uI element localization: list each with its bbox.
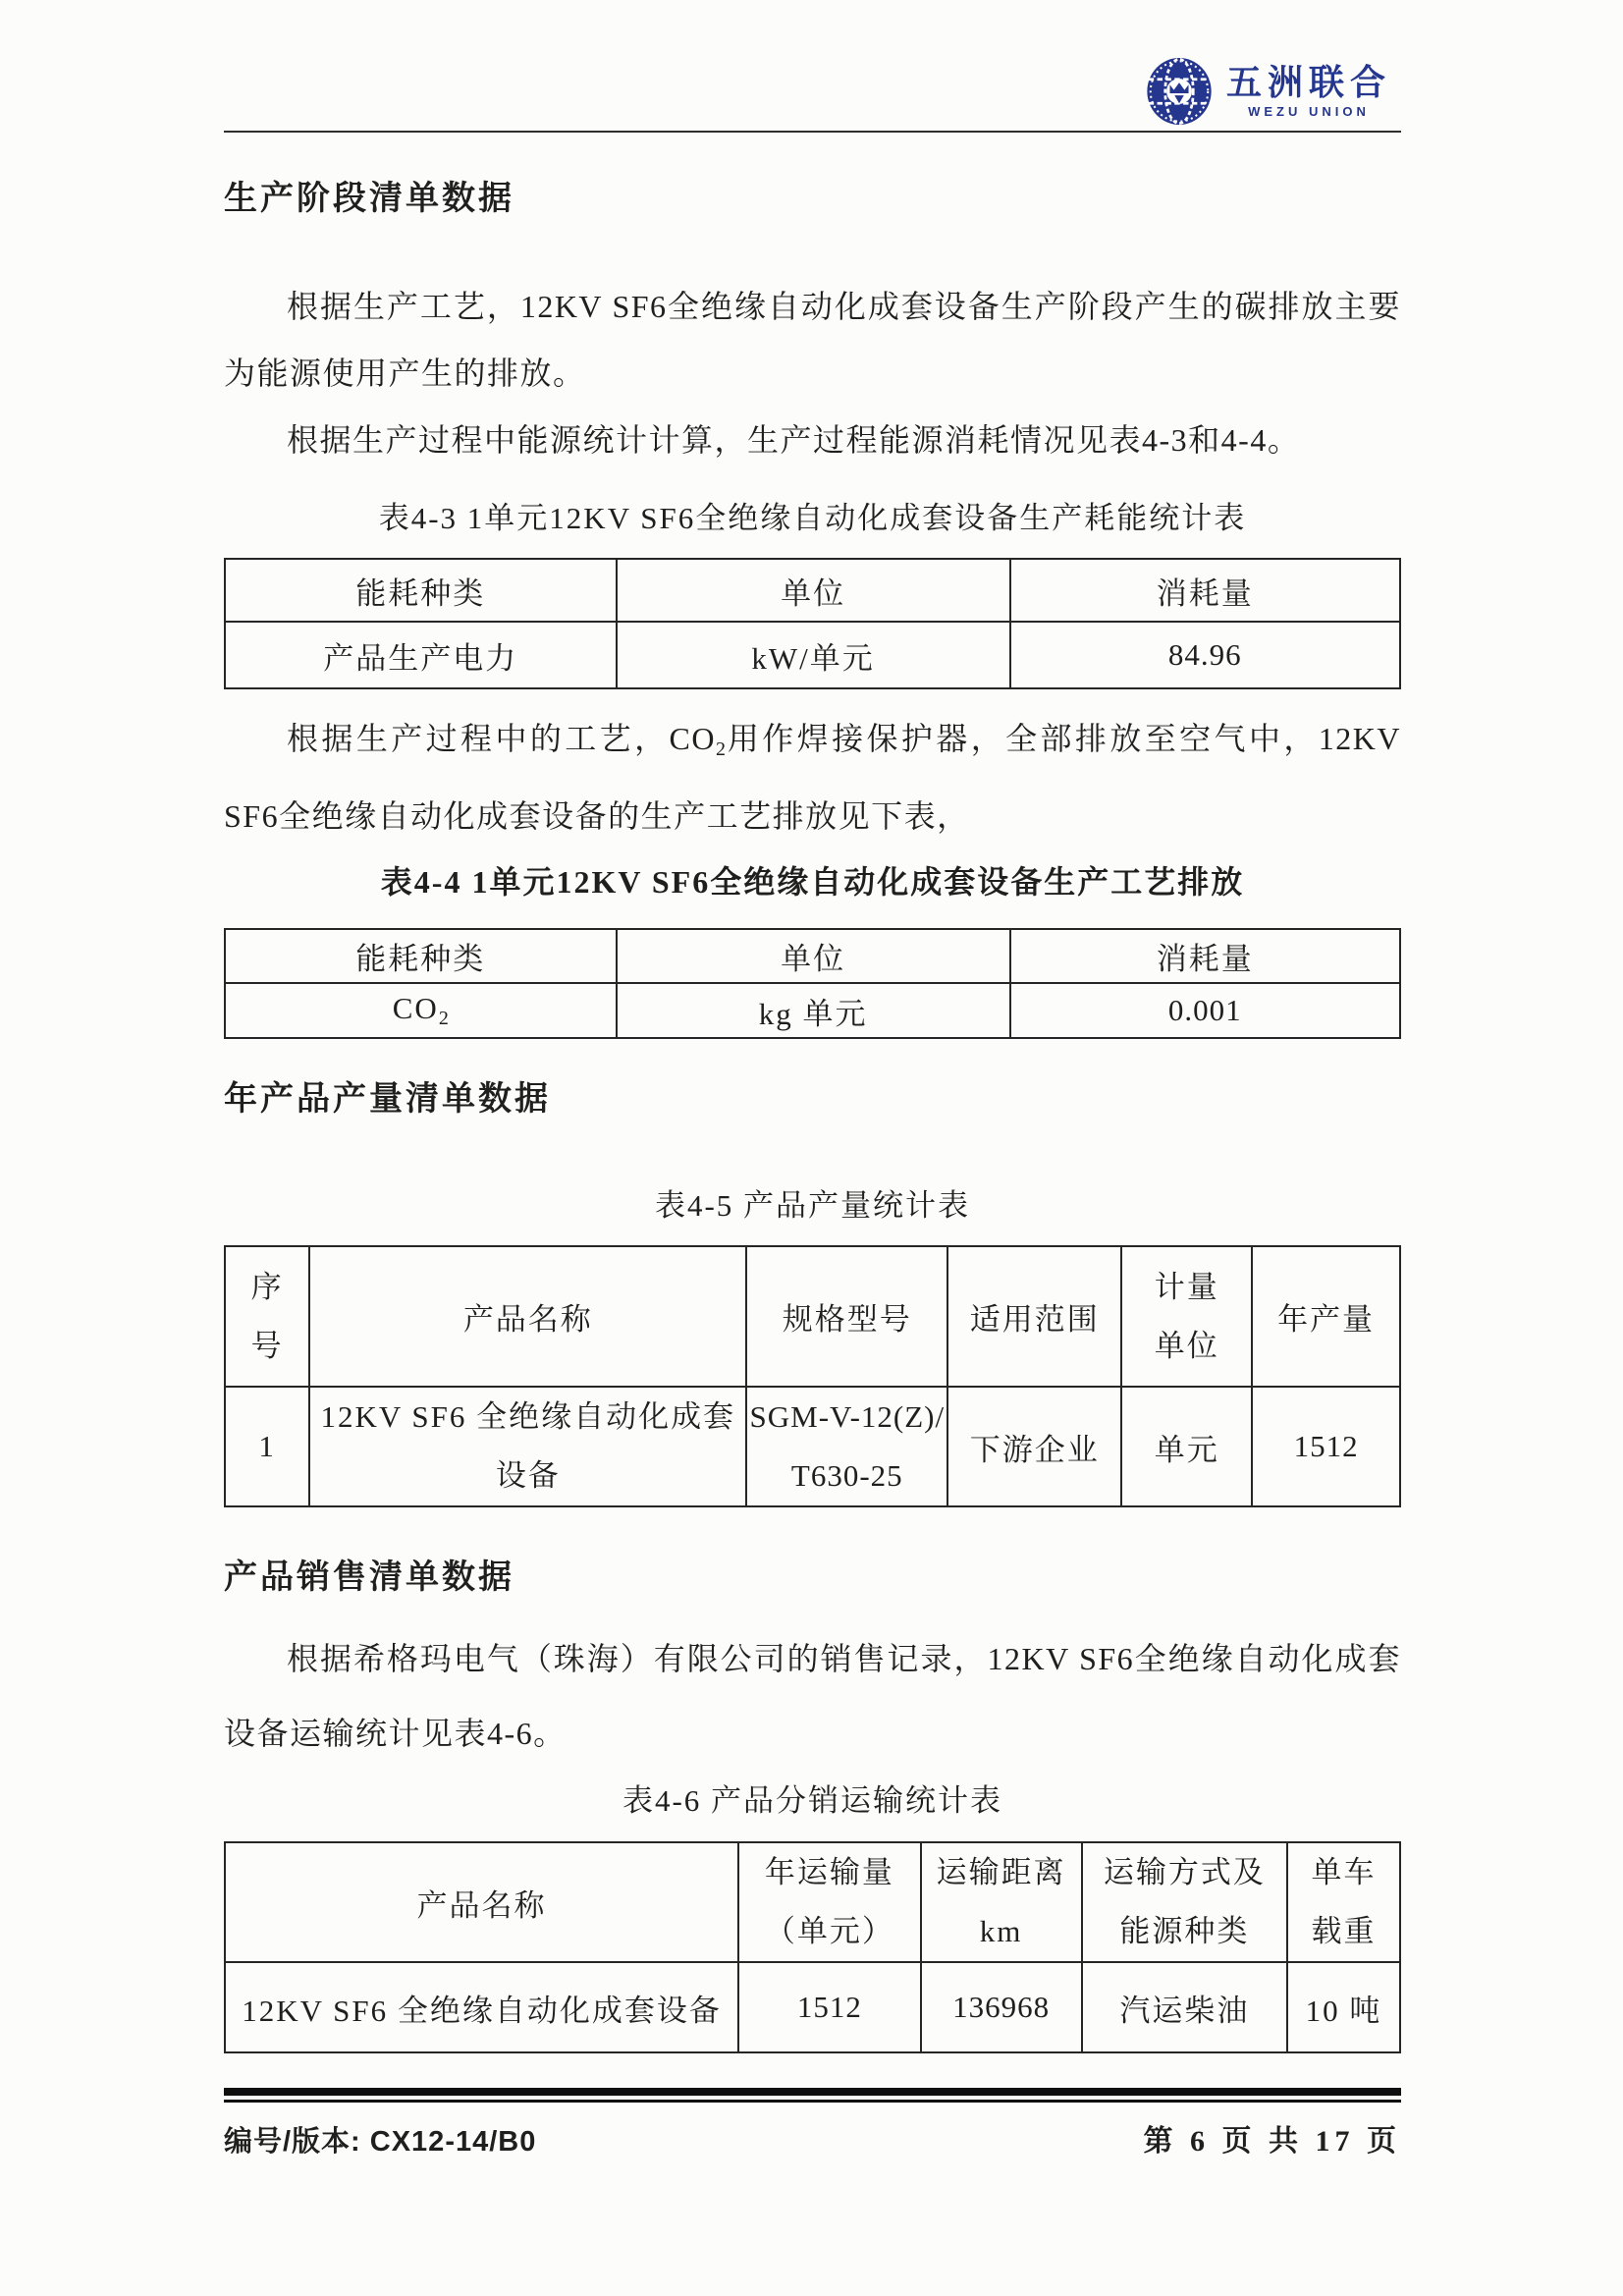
cell-transport-distance: 136968 — [921, 1962, 1082, 2052]
header-line: （单元） — [764, 1914, 894, 1948]
table-row — [225, 983, 1400, 1038]
document-number: 编号/版本: CX12-14/B0 — [224, 2126, 537, 2158]
cell-unit: kW/单元 — [617, 622, 1010, 688]
table-row — [225, 622, 1400, 688]
header-annual-volume — [738, 1842, 921, 1962]
page-footer — [224, 2088, 1401, 2159]
header-line: 载重 — [1311, 1914, 1377, 1948]
cell-scope: 下游企业 — [947, 1387, 1121, 1506]
table-4-5-product-output — [224, 1245, 1401, 1507]
cell-consumption: 84.96 — [1010, 622, 1400, 688]
table-row — [225, 1962, 1400, 2052]
header-line: 号 — [250, 1328, 284, 1363]
chemical-base: CO — [392, 991, 439, 1025]
header-scope: 适用范围 — [947, 1246, 1121, 1387]
header-line: 年运输量 — [764, 1855, 894, 1889]
paragraph-energy-statistics: 根据生产过程中能源统计计算，生产过程能源消耗情况见表4-3和4-4。 — [287, 422, 1301, 458]
table-4-4-caption: 表4-4 1单元12KV SF6全绝缘自动化成套设备生产工艺排放 — [380, 864, 1245, 900]
cell-line: 12KV SF6 全绝缘自动化成套 — [320, 1399, 736, 1434]
globe-logo-icon — [1146, 56, 1213, 127]
header-vehicle-load — [1287, 1842, 1400, 1962]
table-4-3-caption: 表4-3 1单元12KV SF6全绝缘自动化成套设备生产耗能统计表 — [378, 501, 1247, 535]
header-measure-unit — [1121, 1246, 1252, 1387]
cell-product-name: 12KV SF6 全绝缘自动化成套设备 — [225, 1962, 738, 2052]
table-header-row — [225, 1246, 1400, 1387]
header-line: 计量 — [1154, 1269, 1219, 1304]
section-heading-production-stage: 生产阶段清单数据 — [224, 181, 514, 217]
header-consumption: 消耗量 — [1010, 559, 1400, 622]
page-header — [224, 44, 1401, 133]
cell-product-name — [309, 1387, 746, 1506]
header-product-name: 产品名称 — [225, 1842, 738, 1962]
header-line: km — [979, 1914, 1023, 1948]
header-annual-output: 年产量 — [1252, 1246, 1400, 1387]
paragraph-production-intro: 根据生产工艺，12KV SF6全绝缘自动化成套设备生产阶段产生的碳排放主要为能源使用产生的排放。 — [224, 289, 1401, 391]
page-number: 第 6 页 共 17 页 — [1143, 2125, 1401, 2158]
cell-measure-unit: 单元 — [1121, 1387, 1252, 1506]
table-row — [225, 1387, 1400, 1506]
table-header-row — [225, 559, 1400, 622]
header-line: 序 — [250, 1269, 284, 1304]
header-energy-type: 能耗种类 — [225, 559, 617, 622]
header-spec-model: 规格型号 — [746, 1246, 947, 1387]
table-4-3-energy-consumption — [224, 558, 1401, 689]
cell-consumption: 0.001 — [1010, 983, 1400, 1038]
cell-line: 设备 — [495, 1458, 561, 1493]
logo-text — [1226, 64, 1391, 119]
chemical-subscript: 2 — [438, 1008, 449, 1029]
cell-unit: kg 单元 — [617, 983, 1010, 1038]
logo-name-en: WEZU UNION — [1248, 104, 1370, 119]
footer-text-row — [224, 2116, 1401, 2159]
table-header-row — [225, 1842, 1400, 1962]
header-unit: 单位 — [617, 559, 1010, 622]
cell-annual-volume: 1512 — [738, 1962, 921, 2052]
cell-vehicle-load: 10 吨 — [1287, 1962, 1400, 2052]
section-heading-product-sales: 产品销售清单数据 — [224, 1559, 514, 1596]
header-seq-no — [225, 1246, 309, 1387]
section-heading-annual-output: 年产品产量清单数据 — [224, 1081, 551, 1118]
header-line: 运输距离 — [936, 1855, 1066, 1889]
paragraph-process-emission — [224, 705, 1401, 849]
header-line: 单车 — [1311, 1855, 1377, 1889]
cell-transport-mode: 汽运柴油 — [1082, 1962, 1287, 2052]
header-product-name: 产品名称 — [309, 1246, 746, 1387]
header-consumption: 消耗量 — [1010, 929, 1400, 983]
cell-line: SGM-V-12(Z)/ — [749, 1399, 946, 1434]
process-emission-text-after: 用作焊接保护器，全部排放至空气中，12KV SF6全绝缘自动化成套设备的生产工艺排放见下表， — [224, 721, 1401, 834]
process-emission-text-before: 根据生产过程中的工艺，CO — [287, 721, 716, 756]
header-unit: 单位 — [617, 929, 1010, 983]
cell-seq-no: 1 — [225, 1387, 309, 1506]
cell-annual-output: 1512 — [1252, 1387, 1400, 1506]
header-line: 单位 — [1154, 1328, 1219, 1363]
logo-name-cn: 五洲联合 — [1225, 62, 1391, 102]
table-4-5-caption: 表4-5 产品产量统计表 — [654, 1188, 971, 1223]
header-line: 运输方式及 — [1103, 1855, 1266, 1889]
header-energy-type: 能耗种类 — [225, 929, 617, 983]
header-transport-mode — [1082, 1842, 1287, 1962]
cell-chemical — [225, 983, 617, 1038]
table-4-4-process-emission — [224, 928, 1401, 1039]
co2-subscript: 2 — [715, 738, 726, 760]
footer-rule — [224, 2088, 1401, 2103]
table-header-row — [225, 929, 1400, 983]
cell-line: T630-25 — [790, 1458, 903, 1493]
paragraph-sales-record: 根据希格玛电气（珠海）有限公司的销售记录，12KV SF6全绝缘自动化成套设备运输统计见表4-6。 — [224, 1641, 1401, 1751]
cell-energy-type: 产品生产电力 — [225, 622, 617, 688]
cell-spec-model — [746, 1387, 947, 1506]
table-4-6-distribution-transport — [224, 1841, 1401, 2053]
company-logo — [1146, 56, 1391, 127]
table-4-6-caption: 表4-6 产品分销运输统计表 — [622, 1783, 1003, 1818]
header-transport-distance — [921, 1842, 1082, 1962]
header-line: 能源种类 — [1119, 1914, 1250, 1948]
